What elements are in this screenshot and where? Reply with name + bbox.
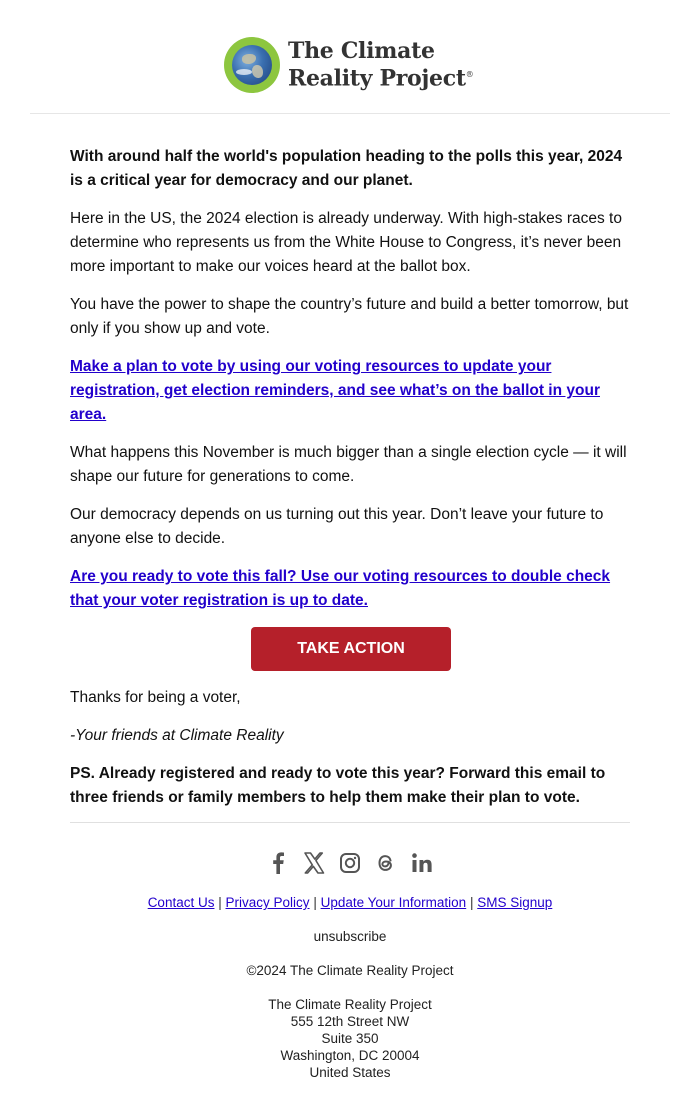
email-header [0,0,700,114]
header-divider [30,113,670,114]
address-line: Suite 350 [321,1031,379,1046]
x-icon[interactable] [302,850,326,876]
registered-mark: ® [465,70,474,80]
link-separator: | [218,895,222,910]
address-line: Washington, DC 20004 [280,1048,420,1063]
email-body [70,145,632,824]
logo-line-1: The Climate [288,38,435,65]
paragraph-election: Here in the US, the 2024 election is already underway. With high-stakes races to determine who represents us from the White House to Congress, it’s never been more important to make our voices heard at the ballot box. [70,210,622,275]
logo-text [288,39,473,90]
contact-us-link[interactable]: Contact Us [147,895,215,910]
address-line: The Climate Reality Project [268,997,432,1012]
ps-paragraph: PS. Already registered and ready to vote this year? Forward this email to three friends or family members to help them make their plan to vote. [70,765,606,806]
update-info-link[interactable]: Update Your Information [320,895,467,910]
facebook-icon[interactable] [266,850,290,876]
social-links [0,850,700,876]
signoff-line: -Your friends at Climate Reality [70,727,284,744]
climate-reality-logo[interactable] [224,37,473,93]
link-separator: | [469,895,474,910]
paragraph-power: You have the power to shape the country’s future and build a better tomorrow, but only if you show up and vote. [70,296,629,337]
globe-icon [224,37,280,93]
copyright-text: ©2024 The Climate Reality Project [246,963,454,978]
mailing-address [0,996,700,1081]
privacy-policy-link[interactable]: Privacy Policy [225,895,310,910]
paragraph-democracy: Our democracy depends on us turning out this year. Don’t leave your future to anyone else to decide. [70,506,604,547]
sms-signup-link[interactable]: SMS Signup [477,895,553,910]
logo-line-2: Reality Project [288,65,466,92]
address-line: 555 12th Street NW [290,1014,410,1029]
unsubscribe-link[interactable]: unsubscribe [313,929,387,944]
voting-plan-link[interactable]: Make a plan to vote by using our voting resources to update your registration, get election reminders, and see what’s on the ballot in your area. [70,358,600,423]
intro-paragraph: With around half the world's population heading to the polls this year, 2024 is a critical year for democracy and our planet. [70,148,623,189]
registration-check-link[interactable]: Are you ready to vote this fall? Use our voting resources to double check that your voter registration is up to date. [70,568,611,609]
paragraph-november: What happens this November is much bigger than a single election cycle — it will shape our future for generations to come. [70,444,627,485]
take-action-button[interactable]: TAKE ACTION [251,627,451,671]
footer-links [0,895,700,910]
threads-icon[interactable] [374,850,398,876]
linkedin-icon[interactable] [410,850,434,876]
address-line: United States [309,1065,391,1080]
footer-divider [70,822,630,823]
instagram-icon[interactable] [338,850,362,876]
thanks-line: Thanks for being a voter, [70,689,241,706]
link-separator: | [313,895,317,910]
